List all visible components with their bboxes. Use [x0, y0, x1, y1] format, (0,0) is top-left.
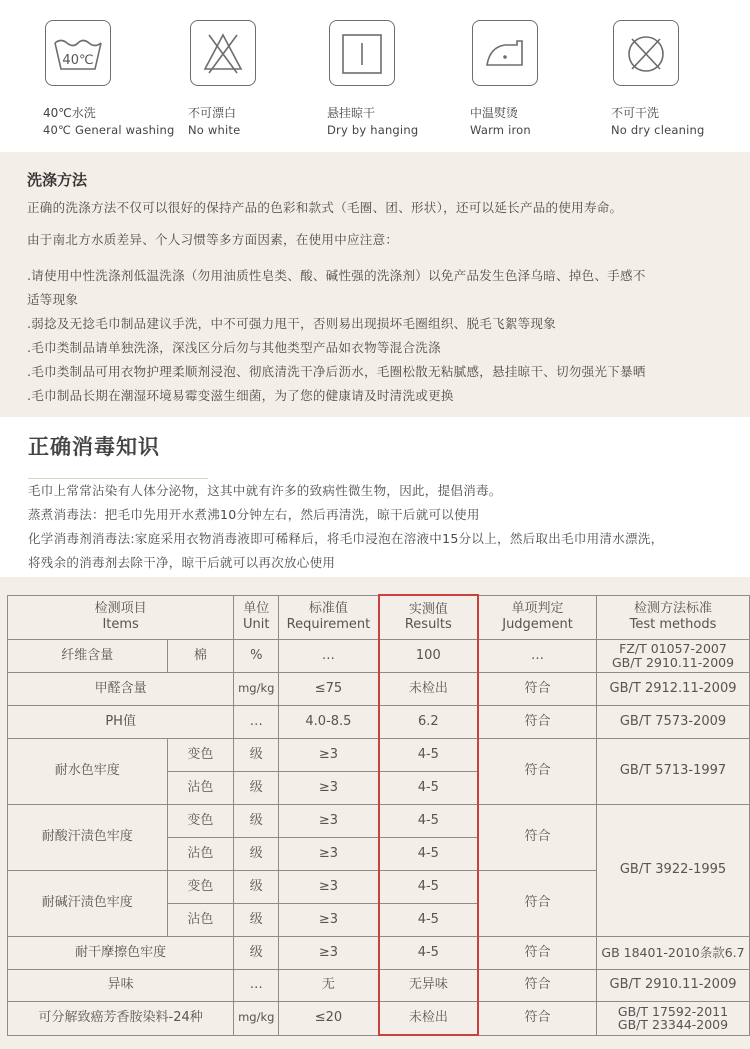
cell-result: 4-5: [379, 771, 478, 804]
cell-requirement: 4.0-8.5: [279, 705, 379, 738]
washing-note: 由于南北方水质差异、个人习惯等多方面因素，在使用中应注意：: [27, 232, 399, 247]
cell-unit: %: [234, 639, 279, 672]
washing-section: [0, 152, 750, 417]
care-item-iron: [470, 20, 620, 137]
cell-method: GB/T 2910.11-2009: [597, 969, 750, 1001]
header-items: 检测项目 Items: [8, 595, 234, 639]
cell-judgement: 符合: [478, 705, 596, 738]
table-row: [8, 672, 750, 705]
care-label-zh: 中温熨烫: [470, 106, 519, 120]
cell-result: 4-5: [379, 837, 478, 870]
cell-subitem: 变色: [167, 870, 234, 903]
care-item-hang: [327, 20, 477, 137]
cell-method: GB/T 3922-1995: [597, 804, 750, 936]
cell-unit: 级: [234, 738, 279, 771]
cell-result: 100: [379, 639, 478, 672]
washing-item: 适等现象: [27, 292, 79, 307]
cell-unit: …: [234, 969, 279, 1001]
cell-result: 4-5: [379, 804, 478, 837]
care-label-zh: 不可干洗: [611, 106, 660, 120]
cell-subitem: 变色: [167, 804, 234, 837]
care-label-en: No dry cleaning: [611, 123, 705, 137]
disinfection-line: 蒸煮消毒法：把毛巾先用开水煮沸10分钟左右，然后再清洗，晾干后就可以使用: [28, 507, 480, 522]
cell-unit: 级: [234, 903, 279, 936]
cell-result: 无异味: [379, 969, 478, 1001]
cell-method: GB/T 5713-1997: [597, 738, 750, 804]
header-results: 实测值 Results: [379, 595, 478, 639]
care-item-bleach: [188, 20, 338, 137]
cell-result: 4-5: [379, 870, 478, 903]
wash-40-icon: [45, 20, 111, 86]
table-row: [8, 804, 750, 837]
cell-item: 耐碱汗渍色牢度: [8, 870, 168, 936]
cell-requirement: ≥3: [279, 903, 379, 936]
no-bleach-icon: [190, 20, 256, 86]
cell-requirement: …: [279, 639, 379, 672]
care-item-wash: [43, 20, 193, 137]
cell-method: GB/T 7573-2009: [597, 705, 750, 738]
washing-item: .毛巾制品长期在潮湿环境易霉变滋生细菌，为了您的健康请及时清洗或更换: [27, 388, 454, 403]
cell-method: GB/T 2912.11-2009: [597, 672, 750, 705]
cell-judgement: 符合: [478, 969, 596, 1001]
cell-judgement: 符合: [478, 804, 596, 870]
cell-requirement: ≤20: [279, 1001, 379, 1035]
washing-item: .毛巾类制品请单独洗涤，深浅区分后勿与其他类型产品如衣物等混合洗涤: [27, 340, 441, 355]
disinfection-line: 毛巾上常常沾染有人体分泌物，这其中就有许多的致病性微生物，因此，提倡消毒。: [28, 483, 502, 498]
cell-item: 耐酸汗渍色牢度: [8, 804, 168, 870]
washing-item: .请使用中性洗涤剂低温洗涤（勿用油质性皂类、酸、碱性强的洗涤剂）以免产品发生色泽乌暗、掉色、手感不: [27, 268, 646, 283]
cell-requirement: ≥3: [279, 936, 379, 969]
cell-unit: …: [234, 705, 279, 738]
cell-item: 异味: [8, 969, 234, 1001]
care-icons-strip: [0, 0, 750, 152]
cell-requirement: ≥3: [279, 804, 379, 837]
table-row: [8, 936, 750, 969]
cell-method: GB 18401-2010条款6.7: [597, 936, 750, 969]
cell-unit: 级: [234, 870, 279, 903]
cell-subitem: 棉: [167, 639, 234, 672]
cell-judgement: 符合: [478, 738, 596, 804]
cell-result: 4-5: [379, 738, 478, 771]
cell-unit: 级: [234, 936, 279, 969]
cell-requirement: ≤75: [279, 672, 379, 705]
table-row: [8, 738, 750, 771]
disinfection-line: 化学消毒剂消毒法:家庭采用衣物消毒液即可稀释后，将毛巾浸泡在溶液中15分以上，然后取出毛巾用清水漂洗，: [28, 531, 664, 546]
table-row: [8, 639, 750, 672]
cell-result: 未检出: [379, 1001, 478, 1035]
cell-subitem: 变色: [167, 738, 234, 771]
washing-item: .弱捻及无捻毛巾制品建议手洗，中不可强力甩干，否则易出现损坏毛圈组织、脱毛飞絮等现象: [27, 316, 557, 331]
cell-requirement: ≥3: [279, 870, 379, 903]
cell-requirement: ≥3: [279, 738, 379, 771]
cell-requirement: 无: [279, 969, 379, 1001]
cell-requirement: ≥3: [279, 771, 379, 804]
cell-item: 耐干摩擦色牢度: [8, 936, 234, 969]
care-label-zh: 不可漂白: [188, 106, 237, 120]
care-label-en: 40℃ General washing: [43, 123, 175, 137]
header-methods: 检测方法标准 Test methods: [597, 595, 750, 639]
wash-temp-text: 40℃: [62, 53, 94, 68]
cell-result: 6.2: [379, 705, 478, 738]
cell-judgement: 符合: [478, 936, 596, 969]
cell-method: FZ/T 01057-2007 GB/T 2910.11-2009: [597, 639, 750, 672]
cell-unit: 级: [234, 837, 279, 870]
test-report-table: [7, 594, 750, 1036]
disinfection-line: 将残余的消毒剂去除干净，晾干后就可以再次放心使用: [28, 555, 336, 570]
disinfection-section: [0, 417, 750, 577]
care-label-zh: 40℃水洗: [43, 106, 96, 120]
table-row: [8, 1001, 750, 1035]
cell-item: 可分解致癌芳香胺染料-24种: [8, 1001, 234, 1035]
washing-intro: 正确的洗涤方法不仅可以很好的保持产品的色彩和款式（毛圈、团、形状），还可以延长产品的使用寿命。: [27, 200, 623, 215]
washing-item: .毛巾类制品可用衣物护理柔顺剂浸泡、彻底清洗干净后沥水，毛圈松散无粘腻感，悬挂晾干、切勿强光下暴晒: [27, 364, 646, 379]
care-item-dryclean: [611, 20, 750, 137]
cell-unit: 级: [234, 804, 279, 837]
table-row: [8, 969, 750, 1001]
cell-unit: 级: [234, 771, 279, 804]
washing-title: 洗涤方法: [27, 171, 88, 189]
warm-iron-icon: [472, 20, 538, 86]
cell-item: 耐水色牢度: [8, 738, 168, 804]
cell-item: PH值: [8, 705, 234, 738]
header-judgement: 单项判定 Judgement: [478, 595, 596, 639]
cell-judgement: …: [478, 639, 596, 672]
cell-result: 未检出: [379, 672, 478, 705]
cell-judgement: 符合: [478, 672, 596, 705]
cell-subitem: 沾色: [167, 837, 234, 870]
care-label-en: No white: [188, 123, 241, 137]
hang-dry-icon: [329, 20, 395, 86]
care-label-en: Dry by hanging: [327, 123, 419, 137]
care-label-zh: 悬挂晾干: [327, 106, 376, 120]
no-dry-clean-icon: [613, 20, 679, 86]
cell-judgement: 符合: [478, 1001, 596, 1035]
table-row: [8, 705, 750, 738]
cell-subitem: 沾色: [167, 903, 234, 936]
care-label-en: Warm iron: [470, 123, 531, 137]
cell-requirement: ≥3: [279, 837, 379, 870]
cell-judgement: 符合: [478, 870, 596, 936]
header-requirement: 标准值 Requirement: [279, 595, 379, 639]
cell-unit: mg/kg: [234, 672, 279, 705]
cell-unit: mg/kg: [234, 1001, 279, 1035]
cell-result: 4-5: [379, 903, 478, 936]
header-unit: 单位 Unit: [234, 595, 279, 639]
title-divider: [28, 478, 208, 479]
table-header-row: [8, 595, 750, 639]
cell-result: 4-5: [379, 936, 478, 969]
test-report-section: [0, 577, 750, 1049]
cell-item: 纤维含量: [8, 639, 168, 672]
cell-subitem: 沾色: [167, 771, 234, 804]
cell-method: GB/T 17592-2011 GB/T 23344-2009: [597, 1001, 750, 1035]
cell-item: 甲醛含量: [8, 672, 234, 705]
disinfection-title: 正确消毒知识: [28, 435, 160, 459]
